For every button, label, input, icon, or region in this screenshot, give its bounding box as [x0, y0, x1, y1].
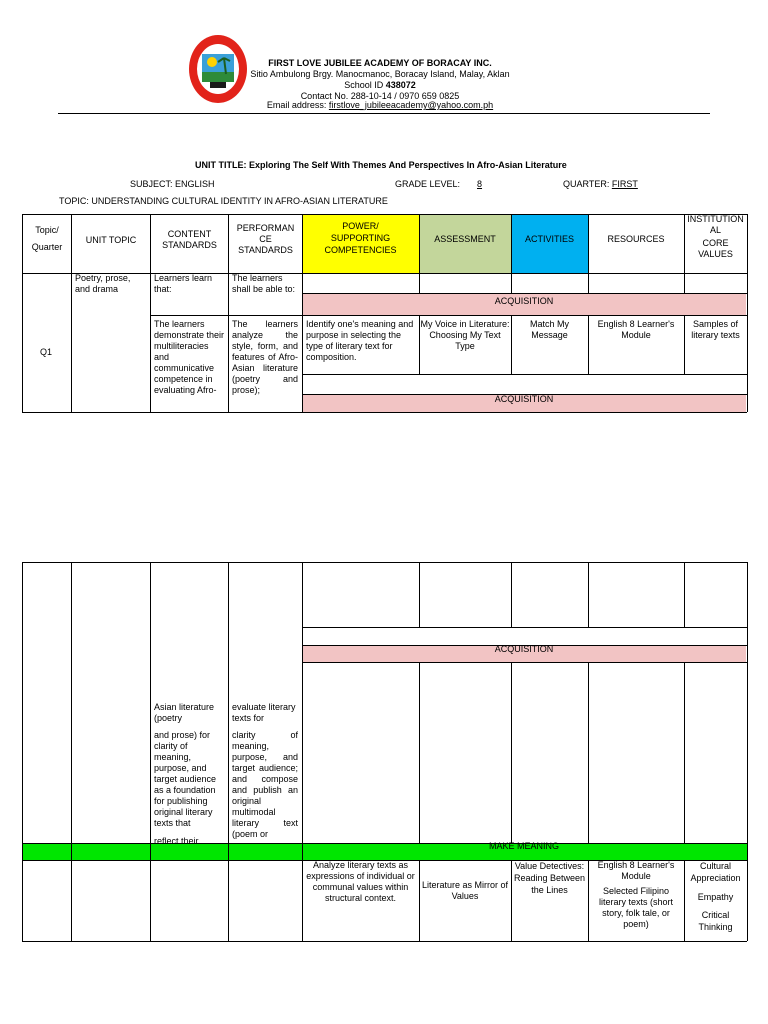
- assessment-text-2: Literature as Mirror of Values: [421, 880, 509, 901]
- header-perf-line3: STANDARDS: [238, 245, 293, 255]
- header-activities: ACTIVITIES: [524, 234, 574, 244]
- value-line-2: Empathy: [697, 892, 734, 902]
- t2-vline: [684, 562, 685, 627]
- resource-line-2: Selected Filipino literary texts (short story, folk tale, or poem): [598, 886, 674, 929]
- t2-vline: [71, 562, 72, 941]
- topic: TOPIC: UNDERSTANDING CULTURAL IDENTITY IN AFRO-ASIAN LITERATURE: [59, 196, 388, 206]
- value-text: Samples of literary texts: [691, 319, 740, 340]
- activity-text-2: Value Detectives: Reading Between the Lines: [513, 861, 586, 895]
- t1-vline: [747, 214, 748, 412]
- unit-topic-cell: Poetry, prose, and drama: [75, 273, 131, 294]
- t2-vline: [588, 562, 589, 627]
- header-resources: RESOURCES: [607, 234, 665, 244]
- header-quarter-line: Quarter: [31, 242, 63, 252]
- t2-line-a: [302, 627, 747, 628]
- value-text-2: [685, 860, 746, 933]
- competency-text: Identify one's meaning and purpose in selecting the type of literary text for composition.: [306, 319, 414, 362]
- school-id-value: 438072: [385, 80, 416, 90]
- t1-line-b: [150, 315, 747, 316]
- header-power-line2: SUPPORTING: [330, 233, 391, 243]
- acquisition-label-2: ACQUISITION: [494, 394, 554, 404]
- header-content-line1: CONTENT: [167, 229, 212, 239]
- grade-label: GRADE LEVEL:: [395, 179, 463, 189]
- subject: SUBJECT: ENGLISH: [130, 179, 215, 189]
- t2-vline: [419, 562, 420, 627]
- t1-line-c: [302, 374, 747, 375]
- t2-line-bottom: [22, 941, 747, 942]
- t2-line-c: [302, 662, 747, 663]
- content-intro-cell: Learners learn that:: [154, 273, 213, 294]
- t2-line-top: [22, 562, 747, 563]
- performance-standard-text: The learners analyze the style, form, and features of Afro-Asian literature (poetry and prose);: [232, 319, 298, 395]
- resource-text-2: [589, 860, 683, 930]
- t1-vline: [511, 214, 512, 293]
- t2-vline: [511, 562, 512, 627]
- school-id: [230, 80, 530, 90]
- content-standard-cont-1: Asian literature (poetry: [154, 702, 215, 723]
- grade-value: 8: [477, 179, 483, 189]
- t2-vline: [684, 662, 685, 843]
- header-power-line1: POWER/: [342, 221, 379, 231]
- school-email: [230, 100, 530, 110]
- content-standard-cont-2: and prose) for clarity of meaning, purpose, and target audience as a foundation for publishing original literary texts that: [154, 730, 217, 828]
- school-name: FIRST LOVE JUBILEE ACADEMY OF BORACAY INC.: [268, 58, 492, 68]
- email-label: Email address:: [266, 100, 329, 110]
- performance-standard-cont-2: clarity of meaning, purpose, and target audience; and compose and publish an original multimodal literary text (poem or: [232, 730, 298, 839]
- header-performance-standards: [229, 223, 302, 256]
- value-line-3: Critical Thinking: [698, 910, 733, 932]
- header-perf-line2: CE: [259, 234, 272, 244]
- t2-vline: [302, 562, 303, 941]
- header-topic-line: Topic/: [35, 225, 59, 235]
- competency-text-2: Analyze literary texts as expressions of individual or communal values within structural context.: [306, 860, 415, 903]
- header-inst-line4: VALUES: [698, 249, 733, 259]
- acquisition-label-3: ACQUISITION: [494, 644, 554, 654]
- t2-vline: [150, 562, 151, 941]
- t2-vline: [22, 562, 23, 941]
- quarter-label: QUARTER:: [563, 179, 612, 189]
- header-inst-line3: CORE: [702, 238, 729, 248]
- school-contact: Contact No. 288-10-14 / 0970 659 0825: [300, 91, 460, 101]
- t1-line-bottom: [22, 412, 747, 413]
- t1-line-top: [22, 214, 747, 215]
- header-unit-topic: UNIT TOPIC: [85, 235, 137, 245]
- quarter: [563, 179, 638, 189]
- content-standard-cont-3: reflect their: [154, 836, 199, 846]
- header-institutional-values: [684, 214, 747, 260]
- t1-line-a: [302, 293, 747, 294]
- performance-standard-cont-1: evaluate literary texts for: [232, 702, 296, 723]
- acquisition-label-1: ACQUISITION: [494, 296, 554, 306]
- header-content-line2: STANDARDS: [162, 240, 217, 250]
- t2-vline: [511, 662, 512, 843]
- quarter-value: FIRST: [611, 179, 638, 189]
- t2-vline: [747, 562, 748, 941]
- header-assessment: ASSESSMENT: [434, 234, 496, 244]
- header-power-line3: COMPETENCIES: [324, 245, 397, 255]
- resource-line-1: English 8 Learner's Module: [597, 860, 675, 881]
- value-line-1: Cultural Appreciation: [690, 861, 741, 883]
- email-link[interactable]: firstlove_jubileeacademy@yahoo.com.ph: [328, 100, 494, 110]
- school-address: Sitio Ambulong Brgy. Manocmanoc, Boracay Island, Malay, Aklan: [250, 69, 510, 79]
- t1-vline: [588, 214, 589, 293]
- header-power-competencies: [302, 220, 419, 256]
- header-inst-line1: INSTITUTION: [687, 214, 744, 224]
- school-id-label: School ID: [344, 80, 386, 90]
- header-topic-quarter: [23, 225, 71, 253]
- t2-vline: [228, 562, 229, 941]
- make-meaning-label: MAKE MEANING: [488, 841, 559, 851]
- activity-text: Match My Message: [529, 319, 569, 340]
- resource-text: English 8 Learner's Module: [597, 319, 675, 340]
- content-standard-text: The learners demonstrate their multiliteracies and communicative competence in evaluating Afro-: [154, 319, 225, 395]
- performance-intro-cell: The learners shall be able to:: [232, 273, 296, 294]
- grade-level: [395, 179, 497, 189]
- quarter-cell: Q1: [40, 347, 53, 357]
- t2-vline: [588, 662, 589, 843]
- t2-vline: [419, 662, 420, 843]
- header-inst-line2: AL: [709, 225, 721, 235]
- assessment-text: My Voice in Literature: Choosing My Text Type: [420, 319, 510, 351]
- unit-title: UNIT TITLE: Exploring The Self With Themes And Perspectives In Afro-Asian Literature: [195, 160, 567, 170]
- header-perf-line1: PERFORMAN: [236, 223, 295, 233]
- header-divider: [58, 113, 710, 114]
- t1-vline: [419, 214, 420, 293]
- header-content-standards: [151, 229, 228, 251]
